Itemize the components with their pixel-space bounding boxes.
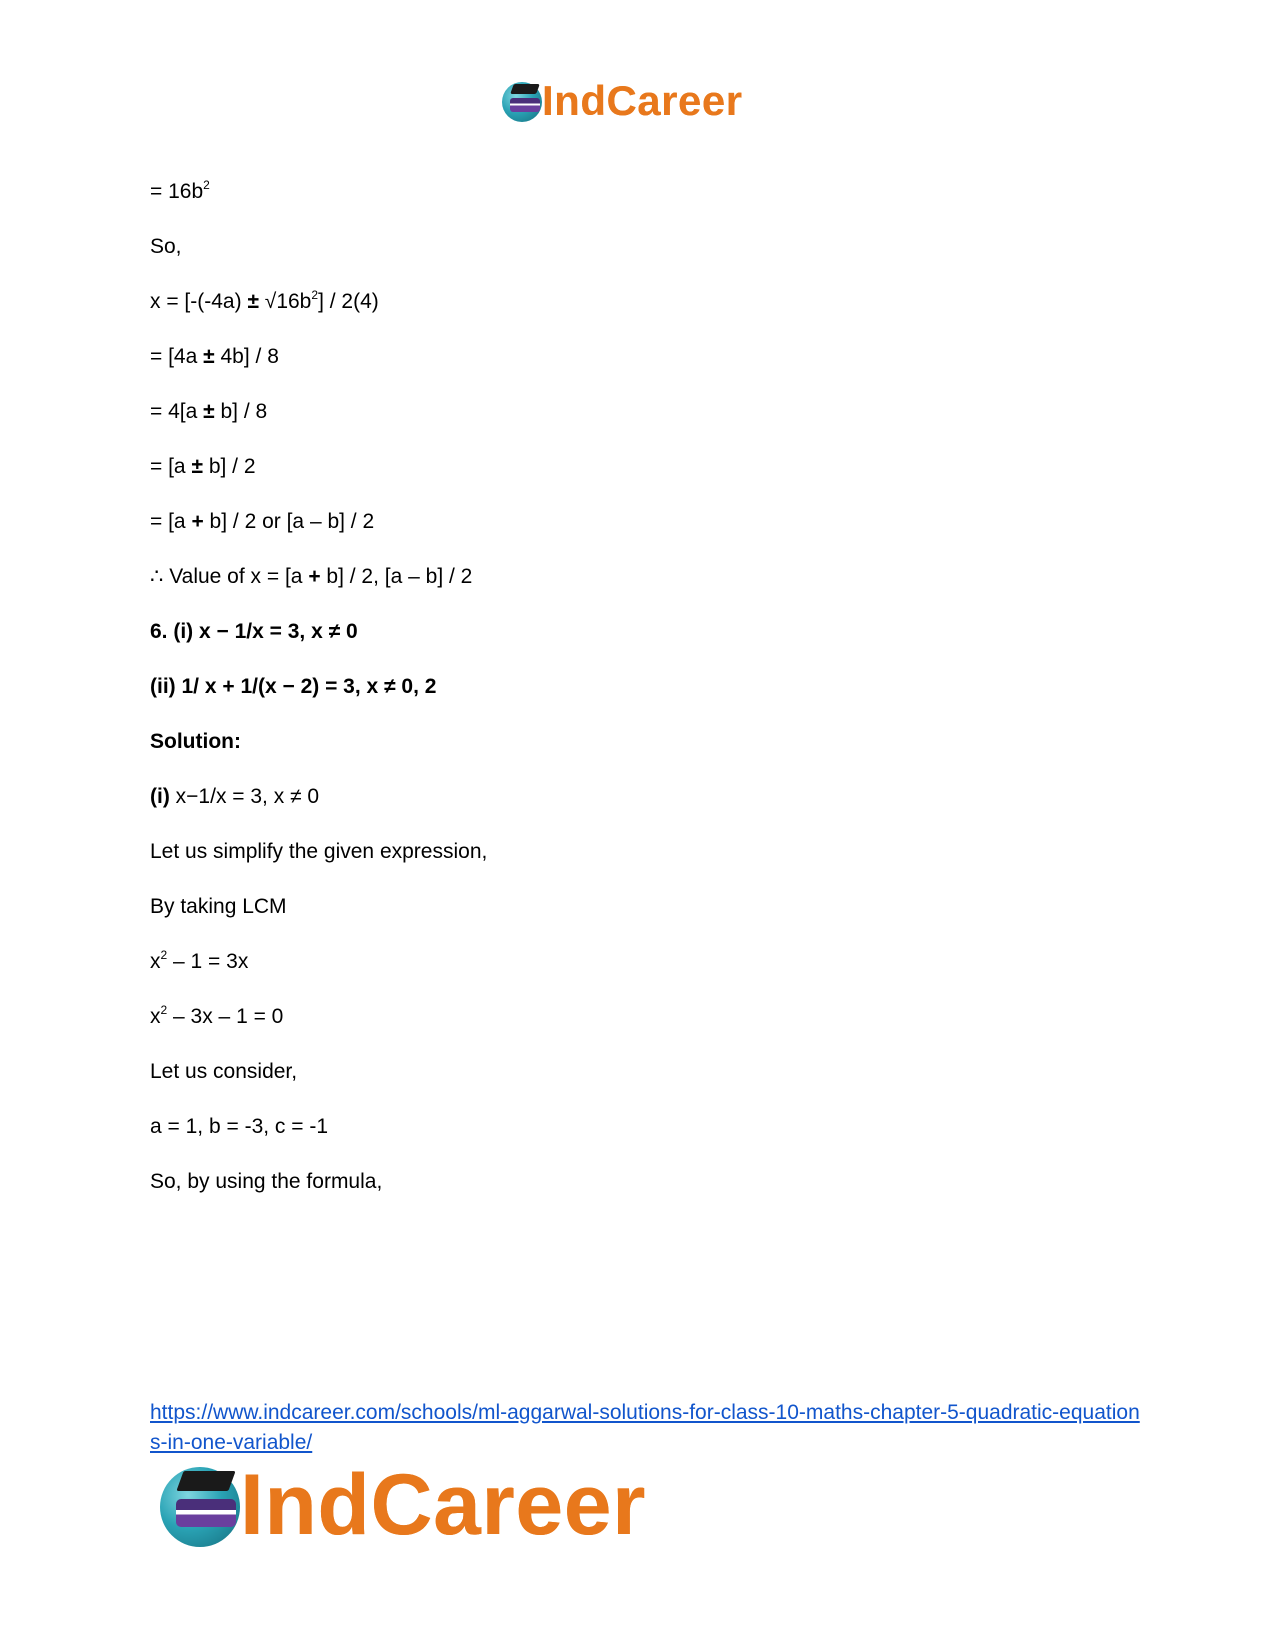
equation-line: = [a ± b] / 2 <box>150 455 256 478</box>
equation-line: = [a + b] / 2 or [a – b] / 2 <box>150 510 375 533</box>
equation-line: a = 1, b = -3, c = -1 <box>150 1115 329 1138</box>
text-line: Let us simplify the given expression, <box>150 840 488 863</box>
indcareer-logo-icon <box>160 1463 244 1547</box>
text-line: By taking LCM <box>150 895 287 918</box>
footer-logo <box>160 1457 646 1553</box>
solution-heading: Solution: <box>150 730 241 753</box>
header-logo <box>502 78 743 124</box>
equation-line: $x^2 - 3x - 1 = 0$ <box>150 1003 284 1028</box>
result-line: ∴ Value of x = [a + b] / 2, [a – b] / 2 <box>150 565 473 588</box>
equation-line: = [4a ± 4b] / 8 <box>150 345 279 368</box>
indcareer-logo-icon <box>502 80 544 122</box>
footer-logo-text: IndCareer <box>240 1457 646 1553</box>
source-link[interactable]: https://www.indcareer.com/schools/ml-aggarwal-solutions-for-class-10-maths-chapter-5-quadratic-equations-in-one-variable/ <box>150 1401 1140 1454</box>
header-logo-text: IndCareer <box>542 77 743 124</box>
text-line: Let us consider, <box>150 1060 298 1083</box>
question-heading: (ii) 1/ x + 1/(x − 2) = 3, x ≠ 0, 2 <box>150 675 437 698</box>
question-heading: 6. (i) x − 1/x = 3, x ≠ 0 <box>150 620 358 643</box>
document-body <box>150 176 1140 1221</box>
equation-line: = $16b^2$ <box>150 178 210 203</box>
text-line: So, <box>150 235 182 258</box>
text-line: So, by using the formula, <box>150 1170 383 1193</box>
equation-line: $x = [-(-4a) \pm √16b^2] / 2(4)$ <box>150 288 379 313</box>
equation-line: = 4[a ± b] / 8 <box>150 400 268 423</box>
equation-line: (i) x−1/x = 3, x ≠ 0 <box>150 785 320 808</box>
equation-line: $x^2 - 1 = 3x$ <box>150 948 249 973</box>
